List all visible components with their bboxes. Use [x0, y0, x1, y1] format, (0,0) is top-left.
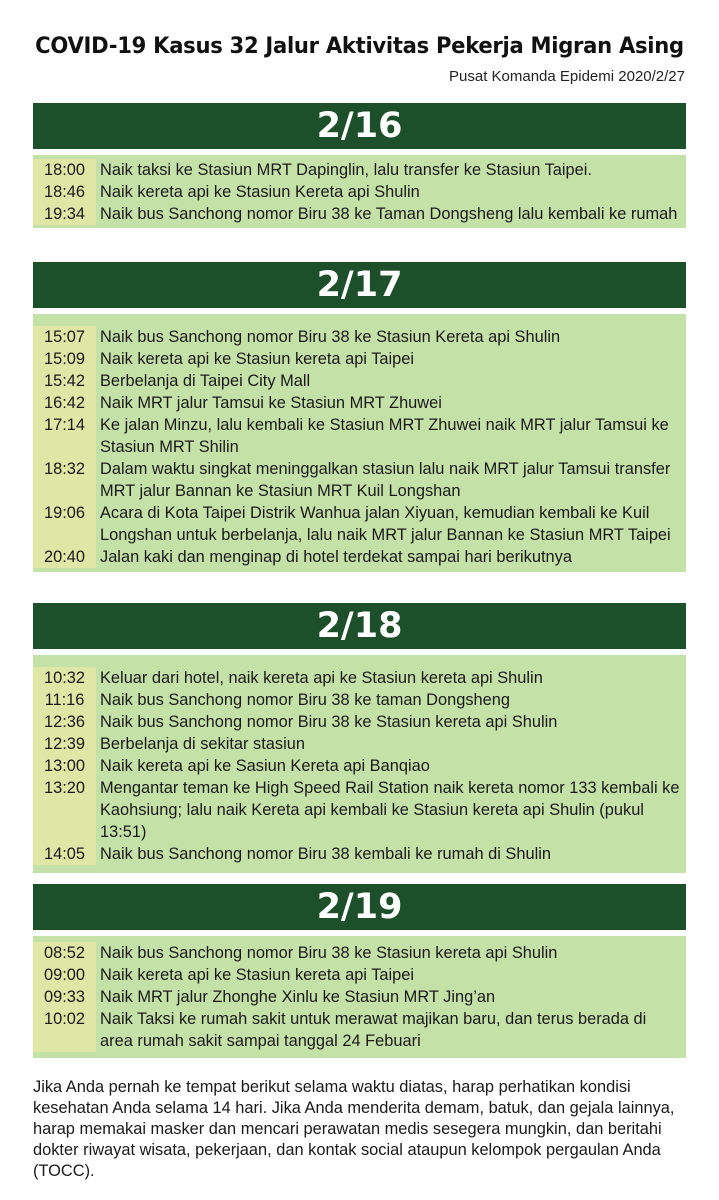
entry-text: Naik bus Sanchong nomor Biru 38 kembali ke rumah di Shulin [100, 845, 551, 863]
timeline-entry [33, 370, 686, 392]
day-header: 2/18 [33, 603, 686, 649]
entry-time: 10:02 [33, 1008, 96, 1052]
timeline-entry [33, 203, 686, 225]
entry-text: Naik taksi ke Stasiun MRT Dapinglin, lalu transfer ke Stasiun Taipei. [100, 161, 592, 179]
day-body [33, 655, 686, 873]
entry-text: Berbelanja di sekitar stasiun [100, 735, 305, 753]
day-section-2-19 [33, 884, 686, 1058]
timeline-entry [33, 711, 686, 733]
entry-text: Jalan kaki dan menginap di hotel terdekat sampai hari berikutnya [100, 548, 572, 566]
entry-time: 14:05 [33, 843, 96, 865]
entry-text: Naik kereta api ke Stasiun kereta api Taipei [100, 966, 415, 984]
timeline-entry [33, 348, 686, 370]
timeline-entry [33, 181, 686, 203]
timeline-entry [33, 502, 686, 546]
entry-text: Naik bus Sanchong nomor Biru 38 ke Stasiun Kereta api Shulin [100, 328, 561, 346]
timeline-entry [33, 458, 686, 502]
entry-text: Naik kereta api ke Stasiun kereta api Taipei [100, 350, 415, 368]
entry-time: 09:33 [33, 986, 96, 1008]
timeline-entry [33, 159, 686, 181]
timeline-entry [33, 986, 686, 1008]
timeline-entry [33, 777, 686, 843]
timeline-entry [33, 942, 686, 964]
timeline-entry [33, 843, 686, 865]
day-body [33, 936, 686, 1058]
timeline-entry [33, 326, 686, 348]
timeline-entry [33, 755, 686, 777]
day-header: 2/19 [33, 884, 686, 930]
entry-time: 08:52 [33, 942, 96, 964]
entry-text: Naik MRT jalur Tamsui ke Stasiun MRT Zhuwei [100, 394, 442, 412]
entry-time: 12:39 [33, 733, 96, 755]
timeline-entry [33, 667, 686, 689]
health-advisory-text: Jika Anda pernah ke tempat berikut selama waktu diatas, harap perhatikan kondisi kesehatan Anda selama 14 hari. Jika Anda menderita demam, batuk, dan gejala lainnya, harap memakai masker dan mencari perawatan medis sesegera mungkin, dan beritahi dokter riwayat wisata, pekerjaan, dan kontak social ataupun kelompok pergaulan Anda (TOCC). [33, 1078, 675, 1180]
timeline-entry [33, 414, 686, 458]
entry-text: Acara di Kota Taipei Distrik Wanhua jalan Xiyuan, kemudian kembali ke Kuil Longshan untuk berbelanja, lalu naik MRT jalur Bannan ke Stasiun MRT Taipei [100, 504, 671, 544]
day-header: 2/17 [33, 262, 686, 308]
page-title: COVID-19 Kasus 32 Jalur Aktivitas Pekerja Migran Asing [35, 34, 684, 59]
entry-time: 15:42 [33, 370, 96, 392]
entry-text: Naik Taksi ke rumah sakit untuk merawat majikan baru, dan terus berada di area rumah sakit sampai tanggal 24 Febuari [100, 1010, 647, 1050]
timeline-entry [33, 689, 686, 711]
entry-time: 10:32 [33, 667, 96, 689]
timeline-entry [33, 546, 686, 568]
day-section-2-17 [33, 262, 686, 572]
entry-text: Naik bus Sanchong nomor Biru 38 ke taman Dongsheng [100, 691, 511, 709]
entry-text: Naik bus Sanchong nomor Biru 38 ke Stasiun kereta api Shulin [100, 713, 558, 731]
entry-time: 11:16 [33, 689, 96, 711]
timeline-entry [33, 733, 686, 755]
entry-text: Ke jalan Minzu, lalu kembali ke Stasiun MRT Zhuwei naik MRT jalur Tamsui ke Stasiun MRT Shilin [100, 416, 669, 456]
page-subtitle: Pusat Komanda Epidemi 2020/2/27 [449, 68, 685, 85]
entry-time: 18:00 [33, 159, 96, 181]
timeline-entry [33, 1008, 686, 1052]
entry-text: Naik bus Sanchong nomor Biru 38 ke Stasiun kereta api Shulin [100, 944, 558, 962]
entry-time: 17:14 [33, 414, 96, 458]
timeline-entry [33, 392, 686, 414]
entry-time: 15:07 [33, 326, 96, 348]
day-header: 2/16 [33, 103, 686, 149]
entry-time: 13:20 [33, 777, 96, 843]
entry-time: 20:40 [33, 546, 96, 568]
entry-text: Naik bus Sanchong nomor Biru 38 ke Taman Dongsheng lalu kembali ke rumah [100, 205, 678, 223]
entry-text: Naik kereta api ke Sasiun Kereta api Banqiao [100, 757, 430, 775]
entry-time: 15:09 [33, 348, 96, 370]
entry-text: Keluar dari hotel, naik kereta api ke Stasiun kereta api Shulin [100, 669, 543, 687]
day-section-2-18 [33, 603, 686, 873]
entry-text: Mengantar teman ke High Speed Rail Station naik kereta nomor 133 kembali ke Kaohsiung; lalu naik Kereta api kembali ke Stasiun kereta api Shulin (pukul 13:51) [100, 779, 680, 841]
entry-text: Berbelanja di Taipei City Mall [100, 372, 311, 390]
entry-text: Naik kereta api ke Stasiun Kereta api Shulin [100, 183, 420, 201]
entry-time: 19:06 [33, 502, 96, 546]
entry-time: 18:46 [33, 181, 96, 203]
entry-text: Dalam waktu singkat meninggalkan stasiun lalu naik MRT jalur Tamsui transfer MRT jalur Bannan ke Stasiun MRT Kuil Longshan [100, 460, 671, 500]
entry-time: 13:00 [33, 755, 96, 777]
entry-time: 19:34 [33, 203, 96, 225]
entry-text: Naik MRT jalur Zhonghe Xinlu ke Stasiun MRT Jing’an [100, 988, 496, 1006]
entry-time: 12:36 [33, 711, 96, 733]
day-section-2-16 [33, 103, 686, 228]
timeline-entry [33, 964, 686, 986]
day-body [33, 314, 686, 572]
entry-time: 16:42 [33, 392, 96, 414]
entry-time: 09:00 [33, 964, 96, 986]
day-body [33, 155, 686, 228]
entry-time: 18:32 [33, 458, 96, 502]
